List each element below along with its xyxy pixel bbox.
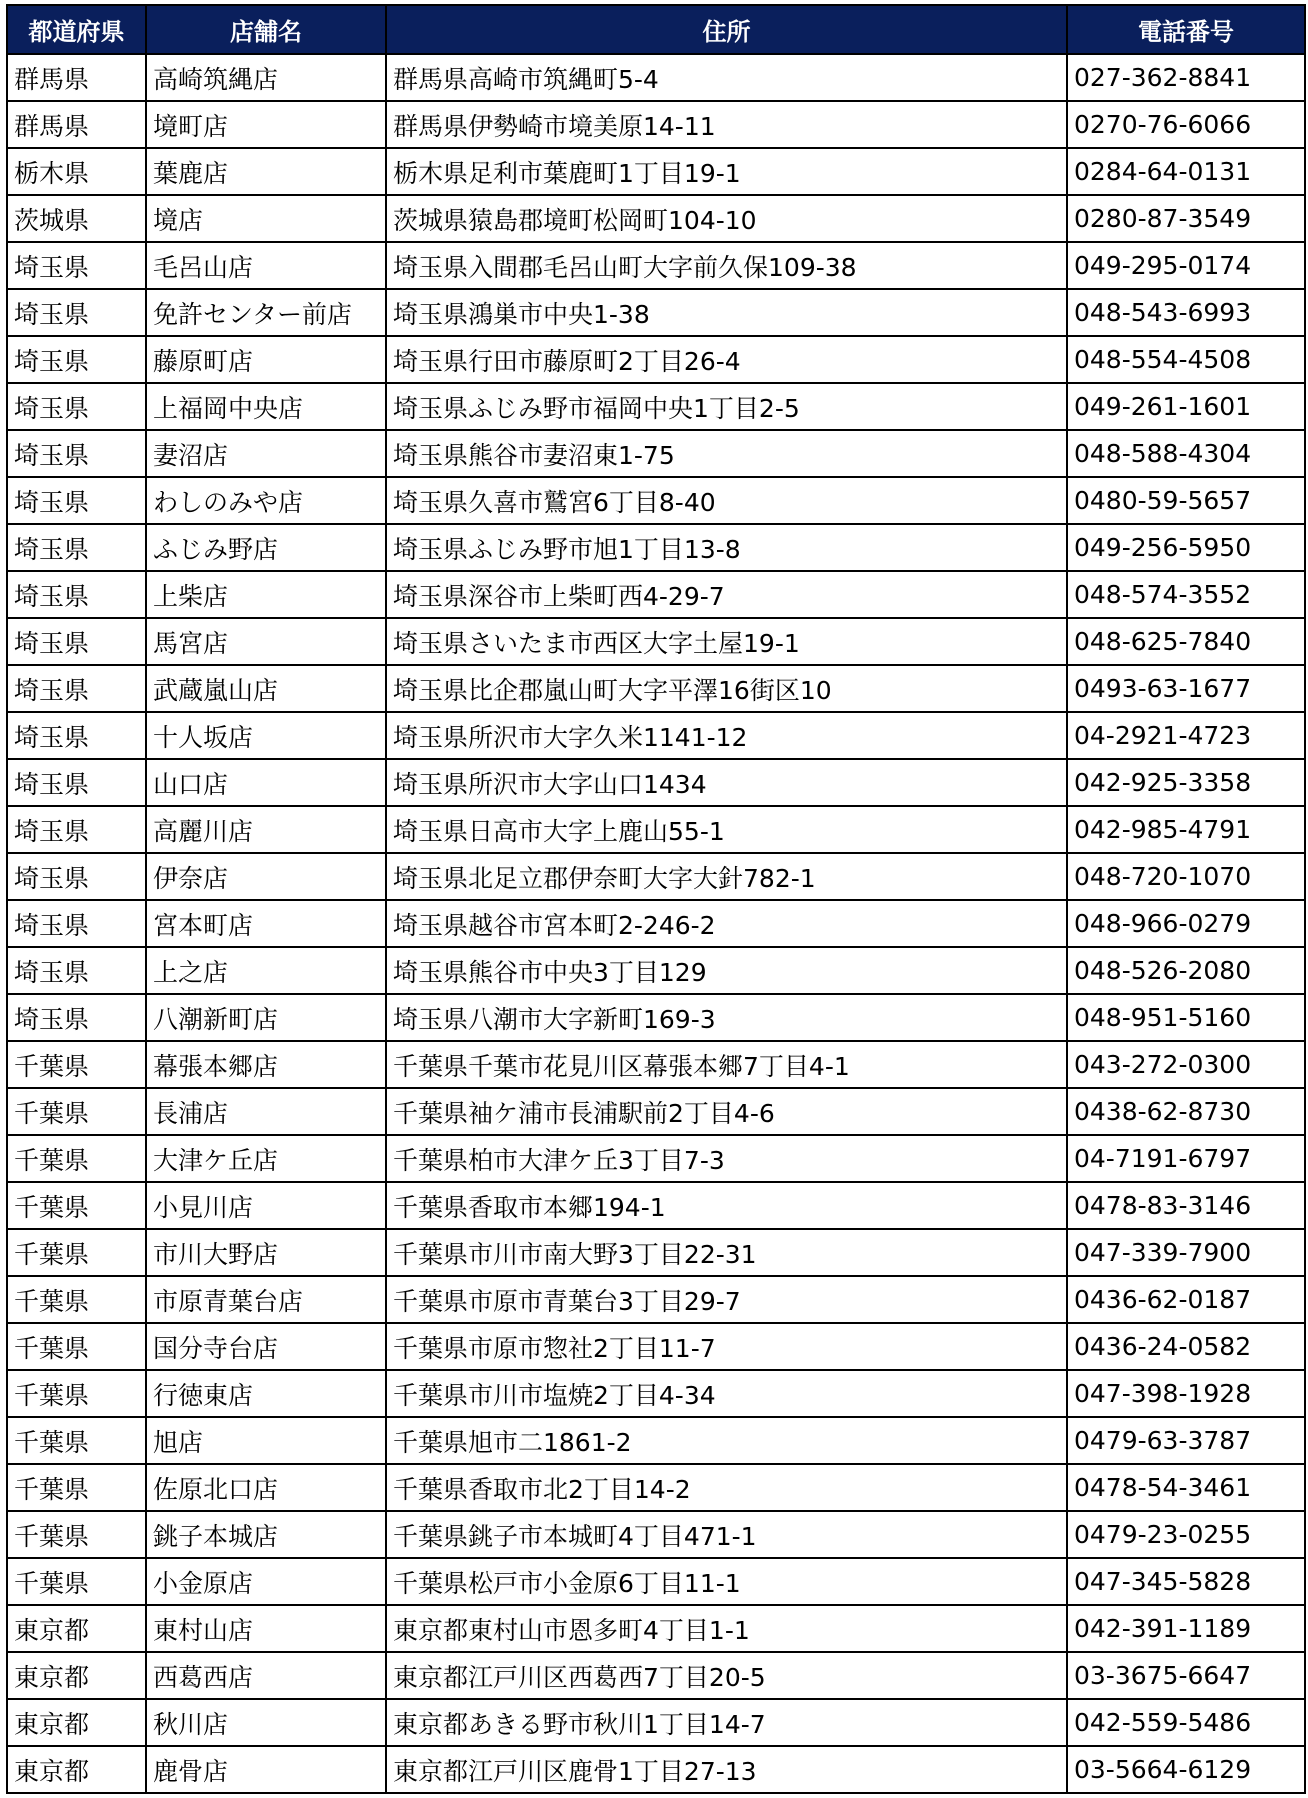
cell-phone: 03-5664-6129 (1067, 1746, 1305, 1793)
cell-address: 埼玉県ふじみ野市福岡中央1丁目2-5 (386, 383, 1067, 430)
cell-phone: 0478-83-3146 (1067, 1182, 1305, 1229)
cell-address: 埼玉県所沢市大字山口1434 (386, 759, 1067, 806)
cell-prefecture: 埼玉県 (7, 665, 146, 712)
table-row (7, 1323, 1305, 1370)
cell-address: 埼玉県入間郡毛呂山町大字前久保109-38 (386, 242, 1067, 289)
cell-prefecture: 千葉県 (7, 1276, 146, 1323)
cell-address: 千葉県市川市南大野3丁目22-31 (386, 1229, 1067, 1276)
cell-prefecture: 埼玉県 (7, 618, 146, 665)
table-row (7, 759, 1305, 806)
header-phone: 電話番号 (1067, 5, 1305, 54)
cell-prefecture: 千葉県 (7, 1370, 146, 1417)
cell-prefecture: 埼玉県 (7, 994, 146, 1041)
cell-address: 埼玉県日高市大字上鹿山55-1 (386, 806, 1067, 853)
cell-store-name: 市川大野店 (146, 1229, 386, 1276)
cell-prefecture: 埼玉県 (7, 242, 146, 289)
cell-address: 千葉県袖ケ浦市長浦駅前2丁目4-6 (386, 1088, 1067, 1135)
cell-address: 埼玉県さいたま市西区大字土屋19-1 (386, 618, 1067, 665)
cell-address: 東京都江戸川区西葛西7丁目20-5 (386, 1652, 1067, 1699)
cell-prefecture: 埼玉県 (7, 759, 146, 806)
table-row (7, 1511, 1305, 1558)
cell-address: 埼玉県鴻巣市中央1-38 (386, 289, 1067, 336)
table-header (7, 5, 1305, 54)
cell-phone: 042-559-5486 (1067, 1699, 1305, 1746)
table-row (7, 806, 1305, 853)
cell-prefecture: 千葉県 (7, 1323, 146, 1370)
table-row (7, 1699, 1305, 1746)
cell-prefecture: 埼玉県 (7, 289, 146, 336)
cell-store-name: 宮本町店 (146, 900, 386, 947)
cell-store-name: 旭店 (146, 1417, 386, 1464)
cell-phone: 0493-63-1677 (1067, 665, 1305, 712)
table-row (7, 148, 1305, 195)
cell-phone: 0436-62-0187 (1067, 1276, 1305, 1323)
cell-store-name: 山口店 (146, 759, 386, 806)
cell-store-name: 鹿骨店 (146, 1746, 386, 1793)
cell-store-name: 佐原北口店 (146, 1464, 386, 1511)
cell-prefecture: 千葉県 (7, 1511, 146, 1558)
cell-phone: 0284-64-0131 (1067, 148, 1305, 195)
table-row (7, 430, 1305, 477)
table-row (7, 900, 1305, 947)
cell-store-name: 八潮新町店 (146, 994, 386, 1041)
cell-prefecture: 埼玉県 (7, 571, 146, 618)
table-row (7, 101, 1305, 148)
cell-store-name: 行徳東店 (146, 1370, 386, 1417)
cell-prefecture: 千葉県 (7, 1088, 146, 1135)
cell-phone: 048-588-4304 (1067, 430, 1305, 477)
table-row (7, 524, 1305, 571)
cell-store-name: 国分寺台店 (146, 1323, 386, 1370)
table-row (7, 571, 1305, 618)
table-row (7, 665, 1305, 712)
table-row (7, 1746, 1305, 1793)
table-row (7, 1229, 1305, 1276)
cell-phone: 049-295-0174 (1067, 242, 1305, 289)
cell-phone: 048-574-3552 (1067, 571, 1305, 618)
cell-store-name: 高崎筑縄店 (146, 54, 386, 101)
cell-address: 東京都あきる野市秋川1丁目14-7 (386, 1699, 1067, 1746)
cell-prefecture: 千葉県 (7, 1464, 146, 1511)
cell-address: 埼玉県ふじみ野市旭1丁目13-8 (386, 524, 1067, 571)
cell-address: 埼玉県深谷市上柴町西4-29-7 (386, 571, 1067, 618)
cell-phone: 049-261-1601 (1067, 383, 1305, 430)
table-row (7, 383, 1305, 430)
cell-address: 東京都江戸川区鹿骨1丁目27-13 (386, 1746, 1067, 1793)
cell-address: 埼玉県行田市藤原町2丁目26-4 (386, 336, 1067, 383)
cell-address: 群馬県高崎市筑縄町5-4 (386, 54, 1067, 101)
cell-address: 千葉県松戸市小金原6丁目11-1 (386, 1558, 1067, 1605)
table-row (7, 289, 1305, 336)
cell-store-name: 武蔵嵐山店 (146, 665, 386, 712)
cell-store-name: 藤原町店 (146, 336, 386, 383)
cell-prefecture: 茨城県 (7, 195, 146, 242)
table-row (7, 712, 1305, 759)
cell-address: 千葉県千葉市花見川区幕張本郷7丁目4-1 (386, 1041, 1067, 1088)
cell-store-name: 東村山店 (146, 1605, 386, 1652)
cell-store-name: 上福岡中央店 (146, 383, 386, 430)
cell-prefecture: 埼玉県 (7, 947, 146, 994)
cell-store-name: 妻沼店 (146, 430, 386, 477)
table-row (7, 853, 1305, 900)
cell-phone: 0480-59-5657 (1067, 477, 1305, 524)
cell-phone: 04-7191-6797 (1067, 1135, 1305, 1182)
cell-address: 栃木県足利市葉鹿町1丁目19-1 (386, 148, 1067, 195)
table-row (7, 195, 1305, 242)
cell-phone: 047-398-1928 (1067, 1370, 1305, 1417)
cell-address: 東京都東村山市恩多町4丁目1-1 (386, 1605, 1067, 1652)
cell-address: 埼玉県熊谷市妻沼東1-75 (386, 430, 1067, 477)
cell-prefecture: 埼玉県 (7, 806, 146, 853)
cell-address: 埼玉県比企郡嵐山町大字平澤16街区10 (386, 665, 1067, 712)
cell-address: 千葉県柏市大津ケ丘3丁目7-3 (386, 1135, 1067, 1182)
cell-address: 埼玉県八潮市大字新町169-3 (386, 994, 1067, 1041)
table-row (7, 618, 1305, 665)
cell-store-name: 銚子本城店 (146, 1511, 386, 1558)
cell-store-name: 葉鹿店 (146, 148, 386, 195)
table-row (7, 1464, 1305, 1511)
header-address: 住所 (386, 5, 1067, 54)
cell-phone: 048-625-7840 (1067, 618, 1305, 665)
cell-prefecture: 千葉県 (7, 1041, 146, 1088)
cell-store-name: 大津ケ丘店 (146, 1135, 386, 1182)
cell-address: 千葉県市原市惣社2丁目11-7 (386, 1323, 1067, 1370)
cell-address: 埼玉県所沢市大字久米1141-12 (386, 712, 1067, 759)
table-row (7, 947, 1305, 994)
cell-prefecture: 埼玉県 (7, 853, 146, 900)
cell-phone: 042-391-1189 (1067, 1605, 1305, 1652)
table-row (7, 1605, 1305, 1652)
cell-address: 千葉県香取市本郷194-1 (386, 1182, 1067, 1229)
cell-store-name: 小金原店 (146, 1558, 386, 1605)
cell-prefecture: 千葉県 (7, 1417, 146, 1464)
cell-prefecture: 群馬県 (7, 54, 146, 101)
cell-store-name: 毛呂山店 (146, 242, 386, 289)
cell-phone: 03-3675-6647 (1067, 1652, 1305, 1699)
table-row (7, 336, 1305, 383)
cell-prefecture: 埼玉県 (7, 430, 146, 477)
cell-prefecture: 東京都 (7, 1652, 146, 1699)
table-row (7, 1041, 1305, 1088)
cell-phone: 0280-87-3549 (1067, 195, 1305, 242)
cell-store-name: 上之店 (146, 947, 386, 994)
table-row (7, 1088, 1305, 1135)
cell-address: 埼玉県熊谷市中央3丁目129 (386, 947, 1067, 994)
cell-prefecture: 千葉県 (7, 1229, 146, 1276)
table-row (7, 994, 1305, 1041)
cell-store-name: 秋川店 (146, 1699, 386, 1746)
cell-address: 千葉県市原市青葉台3丁目29-7 (386, 1276, 1067, 1323)
cell-store-name: 市原青葉台店 (146, 1276, 386, 1323)
cell-address: 群馬県伊勢崎市境美原14-11 (386, 101, 1067, 148)
cell-phone: 043-272-0300 (1067, 1041, 1305, 1088)
cell-address: 千葉県市川市塩焼2丁目4-34 (386, 1370, 1067, 1417)
cell-store-name: 高麗川店 (146, 806, 386, 853)
table-row (7, 1558, 1305, 1605)
cell-phone: 0438-62-8730 (1067, 1088, 1305, 1135)
cell-phone: 048-720-1070 (1067, 853, 1305, 900)
header-row (7, 5, 1305, 54)
cell-phone: 048-543-6993 (1067, 289, 1305, 336)
table-row (7, 54, 1305, 101)
cell-phone: 048-554-4508 (1067, 336, 1305, 383)
cell-phone: 04-2921-4723 (1067, 712, 1305, 759)
cell-prefecture: 千葉県 (7, 1558, 146, 1605)
table-row (7, 1417, 1305, 1464)
cell-store-name: 免許センター前店 (146, 289, 386, 336)
cell-phone: 0270-76-6066 (1067, 101, 1305, 148)
cell-store-name: 小見川店 (146, 1182, 386, 1229)
cell-address: 埼玉県久喜市鷲宮6丁目8-40 (386, 477, 1067, 524)
cell-store-name: ふじみ野店 (146, 524, 386, 571)
cell-prefecture: 栃木県 (7, 148, 146, 195)
cell-prefecture: 埼玉県 (7, 336, 146, 383)
table-row (7, 242, 1305, 289)
cell-prefecture: 東京都 (7, 1699, 146, 1746)
cell-phone: 0479-63-3787 (1067, 1417, 1305, 1464)
cell-store-name: 伊奈店 (146, 853, 386, 900)
cell-prefecture: 東京都 (7, 1746, 146, 1793)
cell-store-name: 幕張本郷店 (146, 1041, 386, 1088)
cell-prefecture: 千葉県 (7, 1135, 146, 1182)
cell-phone: 027-362-8841 (1067, 54, 1305, 101)
cell-address: 千葉県銚子市本城町4丁目471-1 (386, 1511, 1067, 1558)
cell-address: 千葉県香取市北2丁目14-2 (386, 1464, 1067, 1511)
cell-phone: 0436-24-0582 (1067, 1323, 1305, 1370)
cell-phone: 042-985-4791 (1067, 806, 1305, 853)
cell-prefecture: 埼玉県 (7, 712, 146, 759)
header-store-name: 店舗名 (146, 5, 386, 54)
cell-address: 千葉県旭市二1861-2 (386, 1417, 1067, 1464)
header-prefecture: 都道府県 (7, 5, 146, 54)
cell-prefecture: 千葉県 (7, 1182, 146, 1229)
cell-store-name: 十人坂店 (146, 712, 386, 759)
table-body (7, 54, 1305, 1793)
cell-prefecture: 東京都 (7, 1605, 146, 1652)
cell-address: 埼玉県北足立郡伊奈町大字大針782-1 (386, 853, 1067, 900)
cell-phone: 048-526-2080 (1067, 947, 1305, 994)
table-row (7, 1182, 1305, 1229)
cell-store-name: わしのみや店 (146, 477, 386, 524)
cell-phone: 048-966-0279 (1067, 900, 1305, 947)
cell-phone: 0479-23-0255 (1067, 1511, 1305, 1558)
cell-phone: 049-256-5950 (1067, 524, 1305, 571)
cell-prefecture: 埼玉県 (7, 524, 146, 571)
cell-prefecture: 埼玉県 (7, 900, 146, 947)
table-row (7, 1370, 1305, 1417)
cell-prefecture: 群馬県 (7, 101, 146, 148)
store-list-table (6, 4, 1306, 1794)
cell-phone: 048-951-5160 (1067, 994, 1305, 1041)
cell-phone: 042-925-3358 (1067, 759, 1305, 806)
cell-store-name: 境町店 (146, 101, 386, 148)
table-row (7, 1276, 1305, 1323)
cell-address: 埼玉県越谷市宮本町2-246-2 (386, 900, 1067, 947)
cell-store-name: 長浦店 (146, 1088, 386, 1135)
cell-phone: 0478-54-3461 (1067, 1464, 1305, 1511)
cell-store-name: 上柴店 (146, 571, 386, 618)
cell-store-name: 馬宮店 (146, 618, 386, 665)
cell-phone: 047-339-7900 (1067, 1229, 1305, 1276)
cell-prefecture: 埼玉県 (7, 477, 146, 524)
cell-store-name: 境店 (146, 195, 386, 242)
table-row (7, 1652, 1305, 1699)
table-row (7, 1135, 1305, 1182)
table-row (7, 477, 1305, 524)
cell-prefecture: 埼玉県 (7, 383, 146, 430)
cell-store-name: 西葛西店 (146, 1652, 386, 1699)
cell-address: 茨城県猿島郡境町松岡町104-10 (386, 195, 1067, 242)
cell-phone: 047-345-5828 (1067, 1558, 1305, 1605)
